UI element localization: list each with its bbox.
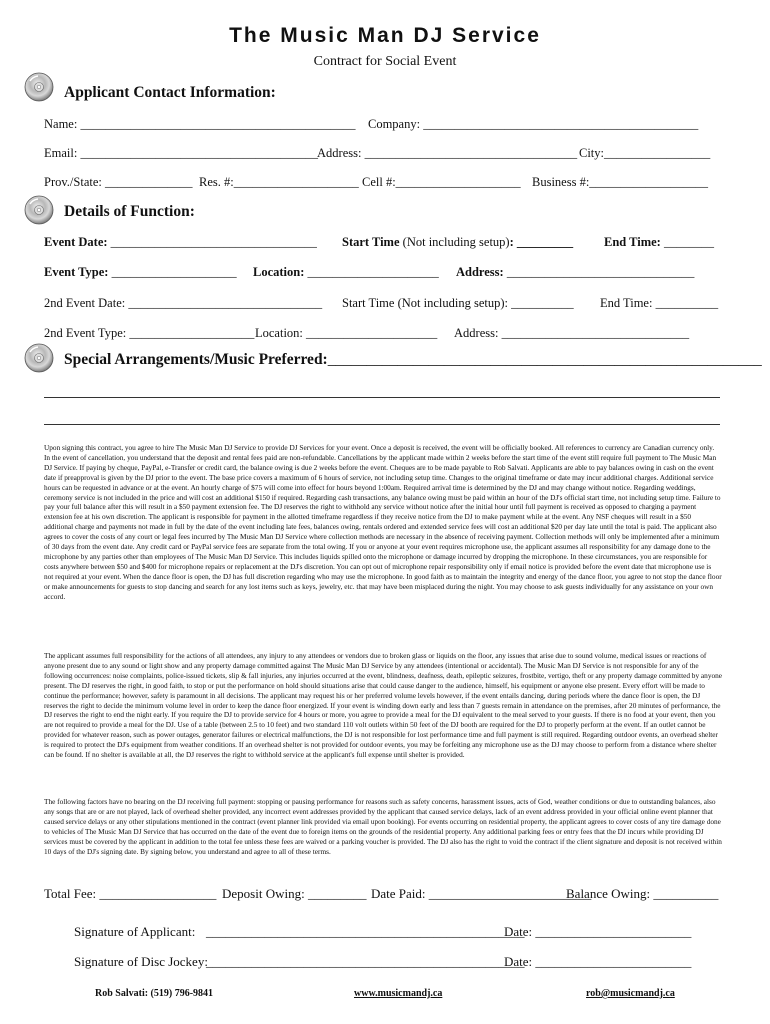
city-field[interactable]: City:_________________ <box>579 146 711 160</box>
special-arrangements-field[interactable]: Special Arrangements/Music Preferred:________________________________________________________ <box>64 351 762 368</box>
footer-contact: Rob Salvati: (519) 796-9841 <box>95 988 214 999</box>
terms-paragraph-2: The applicant assumes full responsibility for the actions of all attendees, any injury to any attendees or vendors due to broken glass or liquids on the floor, any issues that arise due to sound volume, medical issues or reactions of anyone present due to any sound or light show and any property damage committed against The Music Man DJ Service by any attendees (intentional or accidental). The Music Man DJ Service is not responsible for any of the following occurrences: noise complaints, police-issued tickets, slip & fall injuries, any injuries occurred at the event, blindness, deafness, death, epileptic seizures, frostbite, vertigo, theft or any property damage committed by anyone present. The DJ reserves the right, in good faith, to stop or put the performance on hold should situations arise that could cause danger to the audience, himself, his equipment or anyone else present. Every effort will be made to continue the performance; however, safety is paramount in all decisions. The applicant may request his or her preferred volume levels however, if the event entails dancing, during periods where the dance floor is open, the DJ reserves the right to decide the minimum volume level in order to keep the dance floor energized. If your event is winding down early and less than 7 guests remain in attendance on the premises, after 20 minutes of performance, the DJ reserves the right to end the night early. If you require the DJ to provide service for 4 hours or more, you agree to provide a meal for the DJ equivalent to the meal served to your guests. If there is no food at your event, then you are not required to provide a meal for the DJ. Use of a table (between 2.5 to 10 feet) and two standard 110 volt outlets within 50 feet of the DJ booth are required for the DJ to properly perform at the event. If an outlet cannot be provided for whatever reason, such as power outages, generator failures or electrical malfunctions, the DJ is not responsible for lost performance time and full payment is still required. Regarding outdoor events, an overhead shelter is required to protect the DJ's equipment from weather conditions. If an overhead shelter is not provided for outdoor events, you may be forfeiting any microphone use as the DJ may choose to perform from a distance where shelter can be found. If no shelter is available at all, the DJ reserves the right to withhold service at the applicant's full expense until shelter is provided. <box>44 651 723 760</box>
start-time-label: Start Time <box>342 235 400 249</box>
function-section-heading: Details of Function: <box>64 203 195 220</box>
special-line-2[interactable] <box>44 424 720 425</box>
applicant-signature-field[interactable]: _________________________________________________ <box>206 924 525 939</box>
end-time-field[interactable]: End Time: ________ <box>604 235 714 249</box>
location-label: Location: <box>253 265 305 279</box>
second-end-time-field[interactable]: End Time: __________ <box>600 296 719 310</box>
res-phone-field[interactable]: Res. #:____________________ <box>199 175 359 189</box>
event-type-label: Event Type: <box>44 265 109 279</box>
balance-owing-field[interactable]: Balance Owing: __________ <box>566 886 719 901</box>
deposit-owing-field[interactable]: Deposit Owing: _________ <box>222 886 367 901</box>
special-line-1[interactable] <box>44 397 720 398</box>
prov-state-field[interactable]: Prov./State: ______________ <box>44 175 193 189</box>
end-time-label: End Time: <box>604 235 661 249</box>
event-type-field[interactable]: Event Type: ____________________ <box>44 265 237 279</box>
company-field[interactable]: Company: ____________________________________________ <box>368 117 699 131</box>
second-event-type-field[interactable]: 2nd Event Type: ____________________ <box>44 326 255 340</box>
start-time-field[interactable]: Start Time (Not including setup): _________ <box>342 235 574 249</box>
second-event-date-field[interactable]: 2nd Event Date: _______________________________ <box>44 296 323 310</box>
cd-disc-icon <box>24 195 54 225</box>
location-field[interactable]: Location: _____________________ <box>253 265 439 279</box>
total-fee-field[interactable]: Total Fee: __________________ <box>44 886 217 901</box>
document-title: The Music Man DJ Service <box>229 24 541 47</box>
event-date-field[interactable]: Event Date: _________________________________ <box>44 235 317 249</box>
terms-paragraph-3: The following factors have no bearing on the DJ receiving full payment: stopping or pausing performance for reasons such as safety concerns, harassment issues, acts of God, weather conditions or due to outstanding balances, also any songs that are or are not played, lack of overhead shelter provided, any incorrect event addresses provided by the applicant that caused service delays, lack of an event address provided in your official online event planner that caused service delays or any other stipulations mentioned in the contract (event planner link provided via email upon booking). For events occurring on residential property, the applicant agrees to cover costs of any tire damage done to vehicles of The Music Man DJ Service that has occurred on the date of the event due to foreign items on the grounds of the residential property. Any additional parking fees or entry fees that the DJ incurs while providing DJ services must be covered by the applicant in addition to the total fee unless these fees are waived or a parking voucher is provided. The DJ also has the right to void the contract if the client signature and deposit is not received within 10 days of the DJ's signing date. By signing below, you understand and agree to all of these terms. <box>44 797 722 856</box>
email-field[interactable]: Email: ______________________________________ <box>44 146 318 160</box>
second-start-time-field[interactable]: Start Time (Not including setup): __________ <box>342 296 574 310</box>
function-address-field[interactable]: Address: ______________________________ <box>456 265 695 279</box>
name-field[interactable]: Name: ____________________________________________ <box>44 117 356 131</box>
cell-phone-field[interactable]: Cell #:____________________ <box>362 175 521 189</box>
applicant-date-field[interactable]: Date: ________________________ <box>504 924 692 939</box>
business-phone-field[interactable]: Business #:___________________ <box>532 175 709 189</box>
address-field[interactable]: Address: __________________________________ <box>317 146 578 160</box>
document-subtitle: Contract for Social Event <box>313 54 457 69</box>
cd-disc-icon <box>24 343 54 373</box>
function-address-label: Address: <box>456 265 504 279</box>
dj-signature-field[interactable]: _________________________________________________ <box>206 954 525 969</box>
footer-website-link[interactable]: www.musicmandj.ca <box>354 988 443 999</box>
event-date-label: Event Date: <box>44 235 108 249</box>
terms-paragraph-1: Upon signing this contract, you agree to hire The Music Man DJ Service to provide DJ Services for your event. Once a deposit is received, the event will be officially booked. All references to currency are Canadian currency only. In the event of cancellation, you understand that the deposit and rental fees paid are non-refundable. Cancellations by the applicant made within 2 weeks before the start time of the event still require full payment to The Music Man DJ Service. If paying by cheque, PayPal, e-Transfer or credit card, the balance owing is due 2 weeks before the event. Cheques are to be made payable to Rob Salvati. Applicants are able to pay balances owing in cash on the event date if preapproval is given by the DJ prior to the event. The base price covers a maximum of 6 hours of service, not including setup time. Changes to the original timeframe or date may incur additional charges. Additional service hours can be requested in advance or at the event. An hourly charge of $75 will come into effect for hours beyond 1:00am. Required arrival time is determined by the DJ and may change without notice. Regarding weddings, ceremony service is not included in the price and will cost an additional $150 if required. Regarding cash transactions, any balance owing must be paid within an hour of the DJ's official start time, not including setup time. Failure to pay your full balance after this will result in a $50 payment extension fee. The DJ reserves the right to withhold any service without notice after the initial hour until full payment is received as opposed to charging a payment extension fee at his own discretion. The applicant is responsible for payment in the allotted timeframe regardless if they receive notice from the DJ to make payment while at the event. Any NSF cheques will result in a $50 additional charge and payments not made in full by the date of the event including late fees, balances owing, rentals ordered and extended service fees will cost an additional $20 per day late until the total is paid. The applicant also agrees to cover the costs of any court or legal fees incurred by The Music Man DJ Service where collection methods are necessary in the absence of receiving payment. Collection methods will only be implemented after a minimum of 30 days from the event date. Any credit card or PayPal service fees are separate from the total owing. If you or anyone at your event requires microphone use, the applicant assumes all responsibility for any damage done to the microphone by any parties other than employees of The Music Man DJ Service. This includes liquids spilled onto the microphone or damage incurred by dropping the microphone. In these circumstances, you are responsible for costs anywhere between $50 and $400 for microphone repairs or replacement at the DJ's discretion. You can opt out of microphone repair responsibility only if email notice is provided before the event date that microphone use is not required at your event. When the dance floor is open, the DJ has full discretion regarding who may use the microphone. In good faith as to maintain the integrity and energy of the dance floor, you agree to not stop the dance floor or make announcements for guests to stop dancing and search for any lost items such as keys, jewelry, etc. that may have been misplaced during the night. You may choose to ask guests individually for any assistance on your own accord. <box>44 443 722 601</box>
footer-email-link[interactable]: rob@musicmandj.ca <box>586 988 675 999</box>
date-paid-field[interactable]: Date Paid: _________________________ <box>371 886 592 901</box>
cd-disc-icon <box>24 72 54 102</box>
contact-section-heading: Applicant Contact Information: <box>64 84 276 101</box>
applicant-signature-label: Signature of Applicant: <box>74 924 196 939</box>
second-location-field[interactable]: Location: _____________________ <box>255 326 438 340</box>
second-address-field[interactable]: Address: ______________________________ <box>454 326 690 340</box>
special-arrangements-heading: Special Arrangements/Music Preferred: <box>64 351 328 368</box>
dj-signature-label: Signature of Disc Jockey: <box>74 954 208 969</box>
dj-date-field[interactable]: Date: ________________________ <box>504 954 692 969</box>
